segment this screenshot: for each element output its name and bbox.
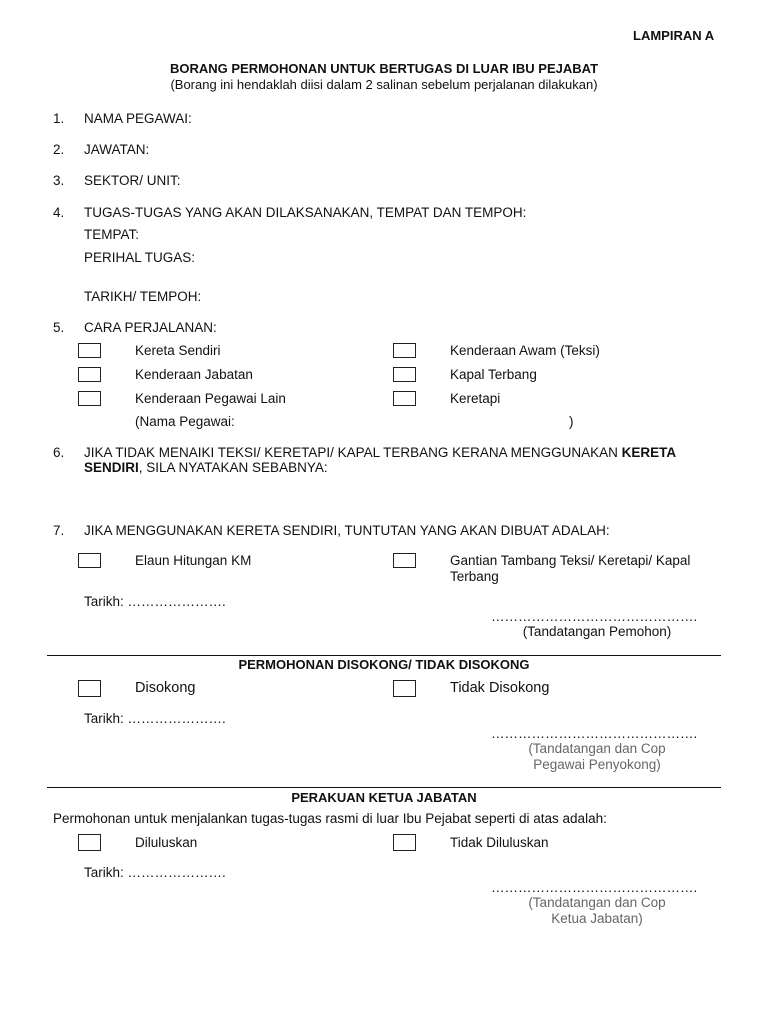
option-keretapi: Keretapi	[450, 391, 501, 406]
item-6-line-2	[84, 460, 328, 475]
checkbox-tidak-diluluskan[interactable]	[393, 834, 416, 851]
ketua-intro: Permohonan untuk menjalankan tugas-tugas rasmi di luar Ibu Pejabat seperti di atas adalah:	[53, 811, 607, 826]
perihal-tugas-label: PERIHAL TUGAS:	[84, 250, 196, 265]
checkbox-kenderaan-awam[interactable]	[393, 343, 416, 358]
ketua-signature-label-2: Ketua Jabatan)	[551, 911, 643, 926]
checkbox-kapal-terbang[interactable]	[393, 367, 416, 382]
option-tidak-diluluskan: Tidak Diluluskan	[450, 835, 549, 850]
checkbox-kereta-sendiri[interactable]	[78, 343, 101, 358]
divider-ketua	[47, 787, 721, 788]
item-2-number: 2.	[53, 142, 65, 157]
option-kereta-sendiri: Kereta Sendiri	[135, 343, 221, 358]
pemohon-signature-label: (Tandatangan Pemohon)	[522, 624, 672, 639]
option-kenderaan-pegawai-lain: Kenderaan Pegawai Lain	[135, 391, 286, 406]
item-6-bold-b: SENDIRI	[84, 460, 139, 475]
nama-pegawai-label: (Nama Pegawai:	[135, 414, 235, 429]
ketua-tarikh: Tarikh: ………………….	[84, 865, 226, 880]
option-gantian-tambang-line-1: Gantian Tambang Teksi/ Keretapi/ Kapal	[450, 553, 691, 568]
checkbox-kenderaan-jabatan[interactable]	[78, 367, 101, 382]
item-1-number: 1.	[53, 111, 65, 126]
item-5-label: CARA PERJALANAN:	[84, 320, 217, 335]
checkbox-keretapi[interactable]	[393, 391, 416, 406]
checkbox-gantian-tambang[interactable]	[393, 553, 416, 568]
option-diluluskan: Diluluskan	[135, 835, 198, 850]
penyokong-signature-label-2: Pegawai Penyokong)	[533, 757, 661, 772]
item-3-number: 3.	[53, 173, 65, 188]
pemohon-tarikh: Tarikh: ………………….	[84, 594, 226, 609]
ketua-signature-line: ……………………………………….	[491, 880, 698, 895]
item-6-text-a: JIKA TIDAK MENAIKI TEKSI/ KERETAPI/ KAPAL TERBANG KERANA MENGGUNAKAN	[84, 445, 622, 460]
item-6-text-b: , SILA NYATAKAN SEBABNYA:	[138, 460, 328, 475]
item-4-label: TUGAS-TUGAS YANG AKAN DILAKSANAKAN, TEMPAT DAN TEMPOH:	[84, 205, 527, 220]
tarikh-tempoh-label: TARIKH/ TEMPOH:	[84, 289, 202, 304]
ketua-signature-label-1: (Tandatangan dan Cop	[528, 895, 666, 910]
pemohon-signature-line: ……………………………………….	[491, 609, 698, 624]
form-subtitle: (Borang ini hendaklah diisi dalam 2 salinan sebelum perjalanan dilakukan)	[170, 77, 598, 92]
option-kapal-terbang: Kapal Terbang	[450, 367, 537, 382]
item-1-label: NAMA PEGAWAI:	[84, 111, 192, 126]
nama-pegawai-close: )	[569, 414, 574, 429]
item-2-label: JAWATAN:	[84, 142, 150, 157]
lampiran-label: LAMPIRAN A	[633, 28, 715, 43]
checkbox-elaun-hitungan-km[interactable]	[78, 553, 101, 568]
sokong-tarikh: Tarikh: ………………….	[84, 711, 226, 726]
item-5-number: 5.	[53, 320, 65, 335]
item-7-number: 7.	[53, 523, 65, 538]
option-disokong: Disokong	[135, 680, 196, 696]
item-4-number: 4.	[53, 205, 65, 220]
checkbox-kenderaan-pegawai-lain[interactable]	[78, 391, 101, 406]
item-7-label: JIKA MENGGUNAKAN KERETA SENDIRI, TUNTUTAN YANG AKAN DIBUAT ADALAH:	[84, 523, 610, 538]
option-kenderaan-jabatan: Kenderaan Jabatan	[135, 367, 253, 382]
option-kenderaan-awam: Kenderaan Awam (Teksi)	[450, 343, 600, 358]
tempat-label: TEMPAT:	[84, 227, 140, 242]
checkbox-disokong[interactable]	[78, 680, 101, 697]
penyokong-signature-line: ……………………………………….	[491, 726, 698, 741]
item-6-number: 6.	[53, 445, 65, 460]
item-6-line-1	[84, 445, 676, 460]
item-6-bold-a: KERETA	[621, 445, 677, 460]
checkbox-diluluskan[interactable]	[78, 834, 101, 851]
sokong-heading: PERMOHONAN DISOKONG/ TIDAK DISOKONG	[238, 657, 530, 672]
option-elaun-hitungan-km: Elaun Hitungan KM	[135, 553, 252, 568]
ketua-heading: PERAKUAN KETUA JABATAN	[291, 790, 477, 805]
option-tidak-disokong: Tidak Disokong	[450, 680, 550, 696]
option-gantian-tambang-line-2: Terbang	[450, 569, 499, 584]
divider-sokong	[47, 655, 721, 656]
item-3-label: SEKTOR/ UNIT:	[84, 173, 181, 188]
form-title: BORANG PERMOHONAN UNTUK BERTUGAS DI LUAR IBU PEJABAT	[169, 61, 599, 76]
penyokong-signature-label-1: (Tandatangan dan Cop	[528, 741, 666, 756]
checkbox-tidak-disokong[interactable]	[393, 680, 416, 697]
